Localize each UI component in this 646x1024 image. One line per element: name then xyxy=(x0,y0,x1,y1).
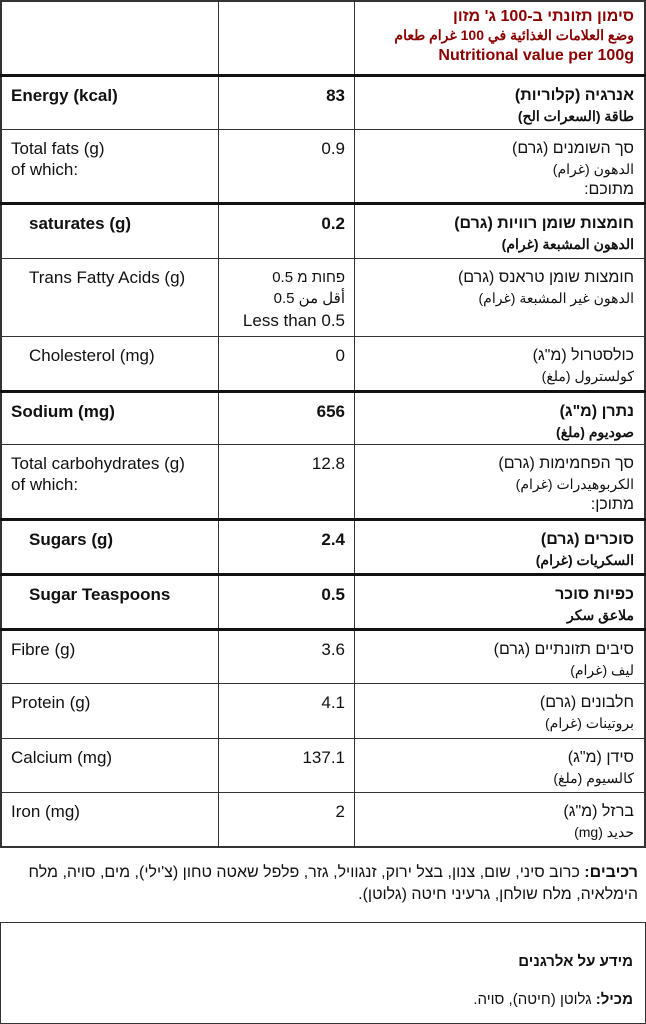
nutrient-name-he: כפיות סוכר xyxy=(555,586,634,603)
nutrient-name-he: ברזל (מ"ג) xyxy=(563,803,634,820)
nutrient-name: Cholesterol (mg) xyxy=(29,346,155,365)
nutrient-row-calcium xyxy=(0,738,646,792)
nutrient-row-cholesterol xyxy=(0,336,646,390)
nutrient-name: Sugars (g) xyxy=(29,530,114,549)
nutrient-row-sugar-teaspoons xyxy=(0,573,646,628)
nutrient-value: 0.5 xyxy=(321,585,345,604)
nutrient-name: Total carbohydrates (g) xyxy=(11,454,185,473)
nutrient-name: Sodium (mg) xyxy=(11,402,115,421)
nutrient-value-ar: أقل من 0.5 xyxy=(273,290,345,307)
ingredients-label: רכיבים: xyxy=(584,864,638,881)
nutrient-name: Iron (mg) xyxy=(11,802,80,821)
nutrient-value-he: פחות מ 0.5 xyxy=(272,269,345,286)
allergen-contains-text: גלוטן (חיטה), סויה. xyxy=(473,991,596,1008)
nutrient-name: Sugar Teaspoons xyxy=(29,585,171,604)
nutrient-value: 4.1 xyxy=(321,693,345,712)
nutrient-row-trans-fatty-acids xyxy=(0,258,646,336)
nutrient-name-he: חלבונים (גרם) xyxy=(539,694,634,711)
nutrient-row-total-carbohydrates xyxy=(0,444,646,518)
nutrient-subtitle-he: מתוכן: xyxy=(590,496,634,513)
allergen-contains-label: מכיל: xyxy=(595,991,633,1008)
nutrient-name-he: כולסטרול (מ"ג) xyxy=(532,347,634,364)
nutrient-name-ar: طاقة (السعرات الح) xyxy=(517,108,634,124)
allergen-box xyxy=(0,922,646,1024)
nutrient-name-he: סך השומנים (גרם) xyxy=(512,140,634,157)
nutrient-name-he: חומצות שומן טראנס (גרם) xyxy=(457,269,634,286)
nutrient-name-he: סידן (מ"ג) xyxy=(567,749,634,766)
nutrient-name: Energy (kcal) xyxy=(11,86,118,105)
nutrient-name-ar: الدهون المشبعة (غرام) xyxy=(501,236,634,252)
nutrient-value: 12.8 xyxy=(311,454,345,473)
nutrient-name: Calcium (mg) xyxy=(11,748,113,767)
nutrient-name-he: נתרן (מ"ג) xyxy=(559,403,634,420)
nutrient-name: Trans Fatty Acids (g) xyxy=(29,268,186,287)
nutrient-name-ar: حديد (mg) xyxy=(574,824,634,840)
nutrient-name-ar: الدهون غير المشبعة (غرام) xyxy=(478,290,634,306)
nutrient-row-saturates xyxy=(0,202,646,258)
nutrient-name-ar: كولسترول (ملغ) xyxy=(541,368,634,384)
nutrient-name: saturates (g) xyxy=(29,214,132,233)
nutrient-row-protein xyxy=(0,683,646,738)
nutrient-name-ar: صوديوم (ملغ) xyxy=(556,424,634,440)
nutrient-name-he: חומצות שומן רוויות (גרם) xyxy=(454,215,634,232)
nutrient-name-ar: الكربوهيدرات (غرام) xyxy=(515,476,634,492)
allergen-contains xyxy=(473,991,633,1008)
nutrient-name: Total fats (g) xyxy=(11,139,105,158)
ingredients-list: כרוב סיני, שום, צנון, בצל ירוק, זנגוויל, גזר, פלפל שאטה טחון (צ'ילי), מים, סויה, מלח הימלאיה, מלח שולחן, גרעיני חיטה (גלוטן). xyxy=(28,864,638,903)
nutrient-subtitle: of which: xyxy=(11,475,79,494)
nutrient-value: 3.6 xyxy=(321,640,345,659)
nutrient-value: 0.9 xyxy=(321,139,345,158)
nutrient-value: 2.4 xyxy=(321,530,345,549)
nutrient-name-he: אנרגיה (קלוריות) xyxy=(514,87,634,104)
nutrient-value: 83 xyxy=(326,86,345,105)
nutrient-value: 2 xyxy=(335,802,345,821)
nutrient-row-iron xyxy=(0,792,646,848)
nutrient-subtitle: of which: xyxy=(11,160,79,179)
nutrient-value: 656 xyxy=(316,402,345,421)
nutrient-value: 0.2 xyxy=(321,214,345,233)
nutrient-row-fibre xyxy=(0,628,646,683)
nutrient-value-en: Less than 0.5 xyxy=(242,311,345,330)
nutrient-name-ar: ليف (غرام) xyxy=(570,662,634,678)
nutrient-row-total-fats xyxy=(0,129,646,202)
nutrition-header-row xyxy=(0,0,646,74)
nutrient-name-he: סוכרים (גרם) xyxy=(540,531,634,548)
header-arabic: وضع العلامات الغذائية في 100 غرام طعام xyxy=(394,27,634,43)
header-hebrew: סימון תזונתי ב-100 ג' מזון xyxy=(453,8,634,25)
nutrient-row-sodium xyxy=(0,390,646,444)
nutrient-value: 0 xyxy=(335,346,345,365)
nutrient-name-ar: السكريات (غرام) xyxy=(535,552,634,568)
nutrient-name: Fibre (g) xyxy=(11,640,76,659)
allergen-title: מידע על אלרגנים xyxy=(518,953,633,970)
nutrient-subtitle-he: מתוכם: xyxy=(584,181,634,198)
nutrient-name-ar: بروتينات (غرام) xyxy=(545,715,634,731)
nutrient-name-he: סיבים תזונתיים (גרם) xyxy=(493,641,634,658)
nutrient-row-sugars xyxy=(0,518,646,573)
nutrient-name-ar: ملاعق سكر xyxy=(567,607,634,623)
nutrient-name-ar: الدهون (غرام) xyxy=(552,161,634,177)
ingredients-text xyxy=(0,862,638,906)
nutrient-row-energy xyxy=(0,74,646,129)
nutrient-name-he: סך הפחמימות (גרם) xyxy=(498,455,634,472)
nutrient-name-ar: كالسيوم (ملغ) xyxy=(553,770,634,786)
header-english: Nutritional value per 100g xyxy=(438,47,634,64)
nutrient-value: 137.1 xyxy=(302,748,345,767)
nutrient-name: Protein (g) xyxy=(11,693,91,712)
